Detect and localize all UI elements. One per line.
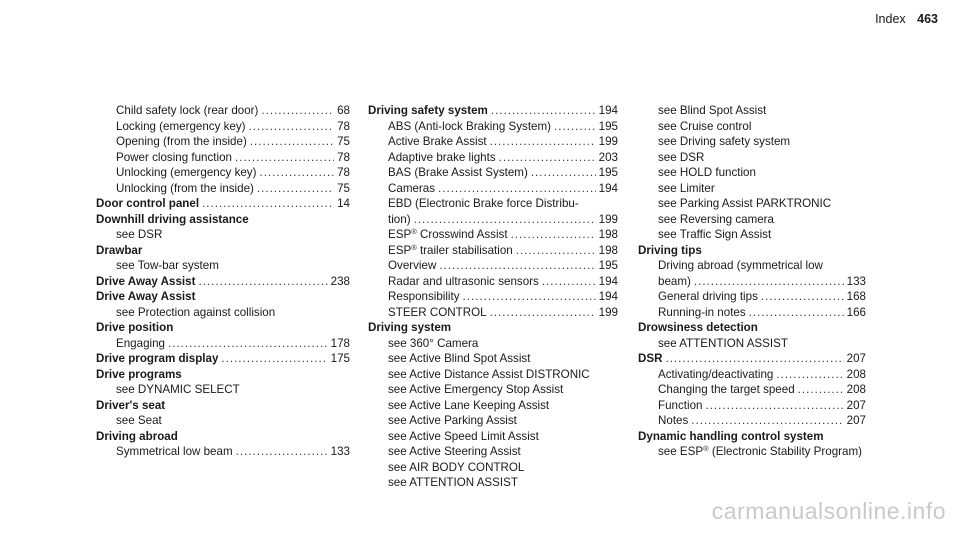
- index-entry: [368, 367, 618, 383]
- index-heading: [96, 289, 350, 305]
- dot-leader: [250, 134, 334, 150]
- entry-label: ABS (Anti-lock Braking System): [388, 119, 552, 133]
- index-heading: [96, 429, 350, 445]
- index-entry: [96, 305, 350, 321]
- index-heading: [96, 274, 350, 290]
- entry-label: EBD (Electronic Brake force Distribu-: [388, 197, 579, 210]
- index-entry: [368, 119, 618, 135]
- dot-leader: [221, 351, 327, 367]
- dot-leader: [542, 274, 596, 290]
- dot-leader: [257, 181, 334, 197]
- entry-label: Dynamic handling control system: [638, 429, 824, 443]
- entry-label: beam): [658, 274, 691, 288]
- index-entry: [368, 258, 618, 274]
- page-ref: 207: [846, 352, 866, 365]
- page-ref: 208: [846, 383, 866, 396]
- index-entry: [96, 181, 350, 197]
- entry-label: Power closing function: [116, 150, 232, 164]
- index-heading: [368, 103, 618, 119]
- index-entry: [368, 475, 618, 491]
- index-entry: [368, 413, 618, 429]
- index-entry: [96, 413, 350, 429]
- page-ref: 198: [598, 228, 618, 241]
- dot-leader: [198, 274, 327, 290]
- index-entry: [638, 258, 866, 274]
- index-entry: [96, 134, 350, 150]
- dot-leader: [202, 196, 334, 212]
- entry-label: see AIR BODY CONTROL: [388, 460, 525, 474]
- index-entry: [638, 382, 866, 398]
- index-entry: [638, 305, 866, 321]
- index-entry: [96, 382, 350, 398]
- index-entry: [368, 212, 618, 228]
- index-entry: [368, 444, 618, 460]
- index-heading: [638, 320, 866, 336]
- entry-label: see Active Lane Keeping Assist: [388, 398, 550, 412]
- dot-leader: [749, 305, 844, 321]
- page-ref: 175: [330, 352, 350, 365]
- entry-label: Driving abroad: [96, 429, 178, 443]
- page-ref: 78: [337, 119, 350, 133]
- index-entry: [368, 382, 618, 398]
- page-ref: 78: [337, 150, 350, 164]
- index-entry: [96, 336, 350, 352]
- watermark: carmanualsonline.info: [711, 498, 946, 524]
- entry-label: see Active Distance Assist DISTRONIC: [388, 367, 590, 381]
- entry-label: see Reversing camera: [658, 212, 774, 226]
- entry-label: see DSR: [116, 228, 163, 241]
- entry-label: Changing the target speed: [658, 383, 795, 396]
- entry-label: Overview: [388, 259, 437, 272]
- dot-leader: [761, 289, 844, 305]
- entry-label: Locking (emergency key): [116, 119, 246, 133]
- entry-label: see Active Steering Assist: [388, 445, 521, 458]
- page-ref: 207: [846, 414, 866, 427]
- page-ref: 178: [330, 336, 350, 350]
- index-column-2: [368, 103, 618, 491]
- page-ref: 203: [598, 150, 618, 164]
- index-entry: [638, 274, 866, 290]
- page-ref: 195: [598, 166, 618, 179]
- index-entry: [368, 181, 618, 197]
- page-number: 463: [917, 12, 938, 26]
- dot-leader: [531, 165, 596, 181]
- entry-label: Unlocking (emergency key): [116, 166, 257, 179]
- entry-label: see Traffic Sign Assist: [658, 228, 772, 241]
- entry-label: see ATTENTION ASSIST: [388, 476, 518, 489]
- index-entry: [638, 413, 866, 429]
- dot-leader: [490, 134, 596, 150]
- index-heading: [96, 398, 350, 414]
- entry-label: Drive Away Assist: [96, 290, 196, 303]
- page-ref: 75: [337, 135, 350, 148]
- index-entry: [638, 119, 866, 135]
- index-heading: [638, 429, 866, 445]
- entry-label: see ATTENTION ASSIST: [658, 336, 788, 350]
- entry-label: Responsibility: [388, 290, 460, 303]
- dot-leader: [463, 289, 596, 305]
- page-ref: 207: [846, 398, 866, 412]
- entry-label: Door control panel: [96, 197, 200, 210]
- entry-label: see 360° Camera: [388, 336, 479, 350]
- page-ref: 78: [337, 166, 350, 179]
- index-heading: [96, 367, 350, 383]
- entry-label: Driving system: [368, 321, 452, 334]
- entry-label: see DSR: [658, 150, 705, 164]
- registered-mark: ®: [411, 242, 417, 252]
- entry-label: Driving abroad (symmetrical low: [658, 259, 823, 272]
- dot-leader: [439, 258, 595, 274]
- page-ref: 238: [330, 274, 350, 288]
- page-ref: 166: [846, 305, 866, 319]
- index-entry: [368, 227, 618, 243]
- entry-label: DSR: [638, 352, 663, 365]
- entry-label: Running-in notes: [658, 305, 746, 319]
- page-ref: 199: [598, 305, 618, 319]
- entry-label: see Seat: [116, 414, 162, 427]
- index-entry: [368, 460, 618, 476]
- page-ref: 199: [598, 212, 618, 226]
- index-entry: [368, 351, 618, 367]
- entry-label: Opening (from the inside): [116, 135, 247, 148]
- entry-label: see Protection against collision: [116, 305, 276, 319]
- page-ref: 198: [598, 243, 618, 257]
- index-entry: [96, 119, 350, 135]
- entry-label: see Active Emergency Stop Assist: [388, 383, 564, 396]
- entry-label: ESP® Crosswind Assist: [388, 227, 508, 241]
- dot-leader: [490, 305, 596, 321]
- index-entry: [368, 398, 618, 414]
- dot-leader: [259, 165, 334, 181]
- entry-label: Engaging: [116, 336, 165, 350]
- dot-leader: [665, 351, 843, 367]
- index-entry: [638, 227, 866, 243]
- dot-leader: [168, 336, 328, 352]
- dot-leader: [236, 444, 328, 460]
- index-heading: [368, 320, 618, 336]
- index-entry: [638, 444, 866, 460]
- index-entry: [96, 165, 350, 181]
- index-entry: [368, 274, 618, 290]
- page-ref: 194: [598, 181, 618, 195]
- index-heading: [96, 243, 350, 259]
- dot-leader: [491, 103, 596, 119]
- index-entry: [368, 196, 618, 212]
- dot-leader: [705, 398, 843, 414]
- page-ref: 68: [337, 104, 350, 117]
- dot-leader: [414, 212, 596, 228]
- entry-label: see Active Blind Spot Assist: [388, 352, 531, 365]
- entry-label: Radar and ultrasonic sensors: [388, 274, 539, 288]
- entry-label: Activating/deactivating: [658, 367, 774, 381]
- entry-label: Notes: [658, 414, 689, 427]
- index-entry: [96, 258, 350, 274]
- entry-label: see DYNAMIC SELECT: [116, 383, 240, 396]
- index-column-3: [638, 103, 866, 460]
- index-entry: [368, 150, 618, 166]
- dot-leader: [776, 367, 843, 383]
- index-entry: [638, 165, 866, 181]
- entry-label: Downhill driving assistance: [96, 212, 249, 226]
- entry-label: Drive position: [96, 321, 174, 334]
- entry-label: see ESP® (Electronic Stability Program): [658, 444, 862, 458]
- section-title: Index: [875, 12, 906, 26]
- index-entry: [638, 398, 866, 414]
- entry-label: see Limiter: [658, 181, 715, 195]
- page-ref: 168: [846, 290, 866, 303]
- dot-leader: [235, 150, 334, 166]
- entry-label: Driver's seat: [96, 398, 166, 412]
- entry-label: Unlocking (from the inside): [116, 181, 254, 195]
- index-entry: [368, 243, 618, 259]
- entry-label: General driving tips: [658, 290, 758, 303]
- index-entry: [368, 429, 618, 445]
- entry-label: Drive programs: [96, 367, 182, 381]
- dot-leader: [691, 413, 843, 429]
- page-ref: 133: [846, 274, 866, 288]
- dot-leader: [511, 227, 596, 243]
- dot-leader: [438, 181, 596, 197]
- index-heading: [96, 196, 350, 212]
- index-entry: [96, 103, 350, 119]
- index-entry: [638, 367, 866, 383]
- index-entry: [638, 196, 866, 212]
- dot-leader: [554, 119, 596, 135]
- entry-label: Driving safety system: [368, 104, 488, 117]
- page-header: [875, 12, 938, 26]
- index-entry: [368, 134, 618, 150]
- index-entry: [638, 212, 866, 228]
- entry-label: see Parking Assist PARKTRONIC: [658, 197, 832, 210]
- page-ref: 199: [598, 135, 618, 148]
- entry-label: tion): [388, 212, 411, 226]
- page-ref: 195: [598, 259, 618, 272]
- index-entry: [368, 165, 618, 181]
- index-heading: [638, 243, 866, 259]
- index-entry: [368, 289, 618, 305]
- entry-label: Symmetrical low beam: [116, 445, 233, 458]
- page-ref: 194: [598, 104, 618, 117]
- page-ref: 208: [846, 367, 866, 381]
- entry-label: Adaptive brake lights: [388, 150, 496, 164]
- entry-label: Active Brake Assist: [388, 135, 487, 148]
- index-entry: [638, 181, 866, 197]
- index-entry: [96, 227, 350, 243]
- index-entry: [368, 305, 618, 321]
- index-entry: [368, 336, 618, 352]
- entry-label: BAS (Brake Assist System): [388, 166, 528, 179]
- entry-label: see Active Parking Assist: [388, 414, 517, 427]
- entry-label: Drive program display: [96, 352, 219, 365]
- dot-leader: [516, 243, 596, 259]
- index-entry: [638, 289, 866, 305]
- index-heading: [96, 320, 350, 336]
- entry-label: Drive Away Assist: [96, 274, 196, 288]
- index-heading: [96, 351, 350, 367]
- index-heading: [638, 351, 866, 367]
- index-entry: [638, 336, 866, 352]
- index-column-1: [96, 103, 350, 460]
- dot-leader: [499, 150, 596, 166]
- index-entry: [96, 444, 350, 460]
- entry-label: Cameras: [388, 181, 436, 195]
- index-entry: [638, 150, 866, 166]
- entry-label: Child safety lock (rear door): [116, 104, 259, 117]
- entry-label: Drowsiness detection: [638, 321, 758, 334]
- entry-label: Driving tips: [638, 243, 702, 257]
- entry-label: see HOLD function: [658, 166, 756, 179]
- page-ref: 194: [598, 290, 618, 303]
- entry-label: see Tow-bar system: [116, 259, 219, 272]
- entry-label: see Driving safety system: [658, 135, 791, 148]
- page-ref: 14: [337, 197, 350, 210]
- page-ref: 75: [337, 181, 350, 195]
- page-ref: 194: [598, 274, 618, 288]
- entry-label: Drawbar: [96, 243, 143, 257]
- dot-leader: [798, 382, 844, 398]
- page-ref: 133: [330, 445, 350, 458]
- entry-label: see Blind Spot Assist: [658, 104, 767, 117]
- dot-leader: [261, 103, 334, 119]
- dot-leader: [694, 274, 844, 290]
- entry-label: ESP® trailer stabilisation: [388, 242, 513, 257]
- registered-mark: ®: [411, 227, 417, 236]
- index-entry: [638, 103, 866, 119]
- dot-leader: [249, 119, 335, 135]
- registered-mark: ®: [703, 444, 709, 453]
- entry-label: see Cruise control: [658, 119, 752, 133]
- index-entry: [638, 134, 866, 150]
- page-ref: 195: [598, 119, 618, 133]
- entry-label: see Active Speed Limit Assist: [388, 429, 539, 443]
- entry-label: Function: [658, 398, 703, 412]
- index-heading: [96, 212, 350, 228]
- entry-label: STEER CONTROL: [388, 305, 487, 319]
- index-entry: [96, 150, 350, 166]
